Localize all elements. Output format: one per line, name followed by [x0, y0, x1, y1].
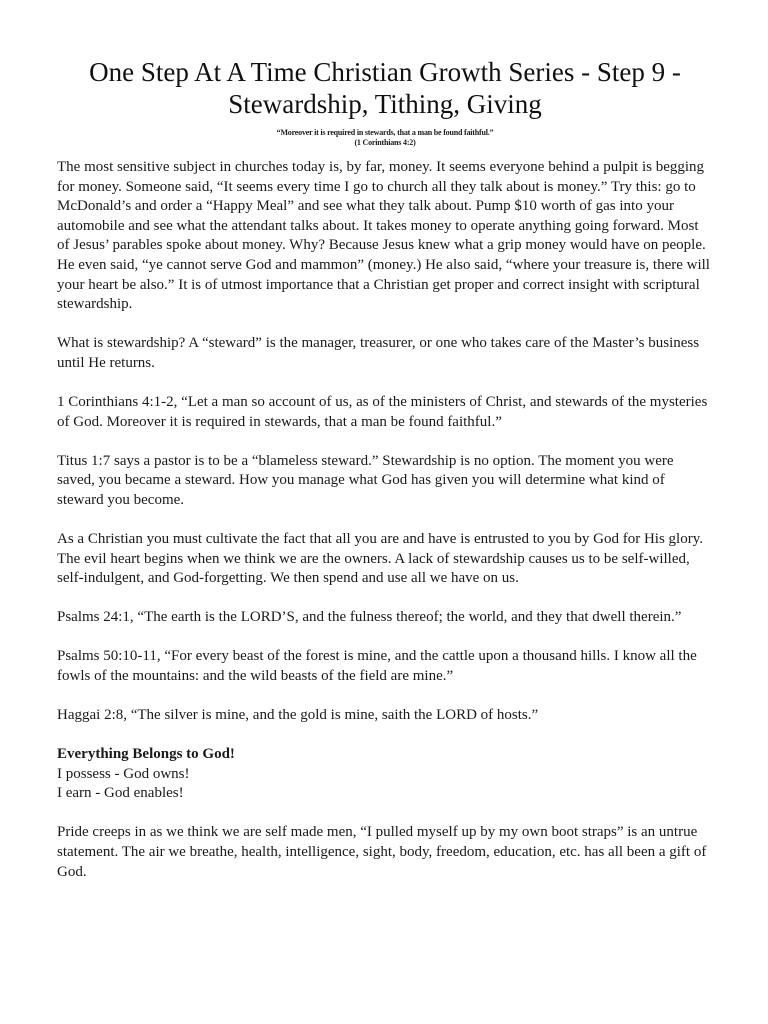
section-everything-belongs	[57, 745, 713, 804]
paragraph-pride: Pride creeps in as we think we are self made men, “I pulled myself up by my own boot straps” is an untrue statement. The air we breathe, health, intelligence, sight, body, freedom, education, etc. has all been a gift of God.	[57, 824, 707, 880]
document-body	[57, 158, 713, 882]
paragraph-entrusted: As a Christian you must cultivate the fact that all you are and have is entrusted to you by God for His glory. The evil heart begins when we think we are the owners. A lack of stewardship causes us to be self-willed, self-indulgent, and God-forgetting. We then spend and use all we have on us.	[57, 530, 703, 587]
paragraph-psalms-24: Psalms 24:1, “The earth is the LORD’S, and the fulness thereof; the world, and they that dwell therein.”	[57, 609, 682, 626]
paragraph-haggai: Haggai 2:8, “The silver is mine, and the gold is mine, saith the LORD of hosts.”	[57, 706, 539, 723]
section-line: I possess - God owns!	[57, 765, 190, 782]
document-title: One Step At A Time Christian Growth Series - Step 9 - Stewardship, Tithing, Giving	[89, 57, 681, 119]
section-heading: Everything Belongs to God!	[57, 746, 235, 763]
epigraph-reference: (1 Corinthians 4:2)	[354, 138, 416, 147]
paragraph-titus: Titus 1:7 says a pastor is to be a “blameless steward.” Stewardship is no option. The moment you were saved, you became a steward. How you manage what God has given you will determine what kind of steward you become.	[57, 452, 674, 508]
paragraph-psalms-50: Psalms 50:10-11, “For every beast of the forest is mine, and the cattle upon a thousand hills. I know all the fowls of the mountains: and the wild beasts of the field are mine.”	[57, 648, 697, 684]
epigraph-quote: “Moreover it is required in stewards, that a man be found faithful.”	[276, 128, 494, 137]
paragraph-stewardship-definition: What is stewardship? A “steward” is the manager, treasurer, or one who takes care of the Master’s business until He returns.	[57, 335, 700, 371]
paragraph-corinthians: 1 Corinthians 4:1-2, “Let a man so account of us, as of the ministers of Christ, and stewards of the mysteries of God. Moreover it is required in stewards, that a man be found faithful.”	[57, 393, 708, 430]
epigraph	[57, 128, 713, 148]
section-line: I earn - God enables!	[57, 785, 184, 802]
paragraph-intro: The most sensitive subject in churches today is, by far, money. It seems everyone behind a pulpit is begging for money. Someone said, “It seems every time I go to church all they talk about is money.” Try this: go to McDonald’s and order a “Happy Meal” and see what they talk about. Pump $10 worth of gas into your automobile and see what the attendant talks about. It takes money to operate anything going forward. Most of Jesus’ parables spoke about money. Why? Because Jesus knew what a grip money would have on people. He even said, “ye cannot serve God and mammon” (money.) He also said, “where your treasure is, there will your heart be also.” It is of utmost importance that a Christian get proper and correct insight with scriptural stewardship.	[57, 159, 710, 313]
document-page	[57, 56, 713, 902]
